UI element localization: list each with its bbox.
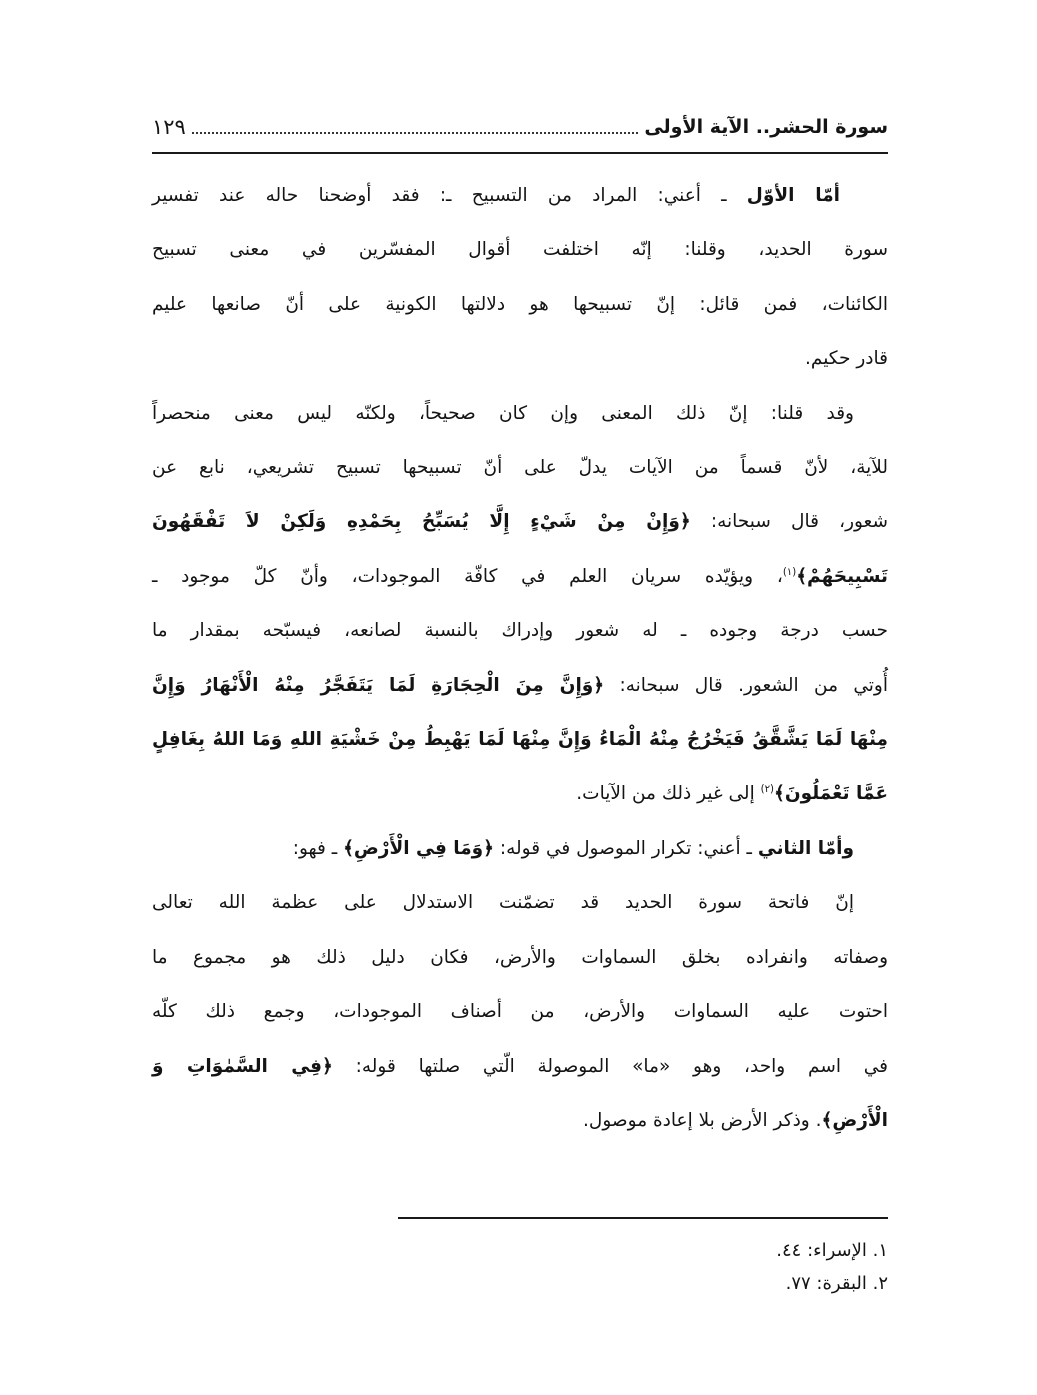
text-line: [152, 985, 888, 1039]
text-line: [152, 332, 888, 386]
body-text: ، ويؤيّده سريان العلم في كافّة الموجودات، وأنّ كلّ موجود ـ: [152, 565, 783, 587]
body-text: وقد قلنا: إنّ ذلك المعنى وإن كان صحيحاً، ولكنّه ليس معنى منحصراً: [152, 402, 854, 424]
running-title: سورة الحشر.. الآية الأولى: [644, 116, 888, 138]
text-line: [152, 223, 888, 277]
quran-quote: مِنْهَا لَمَا يَشَّقَّقُ فَيَخْرُجُ مِنْهُ الْمَاءُ وَإِنَّ مِنْهَا لَمَا يَهْبِطُ مِنْ خَشْيَةِ اللهِ وَمَا اللهُ بِغَافِلٍ: [152, 729, 888, 751]
text-line: [152, 713, 888, 767]
text-line: [152, 387, 888, 441]
paragraph: [152, 822, 888, 876]
text-line: [152, 931, 888, 985]
text-line: [152, 876, 888, 930]
quran-quote: ﴿وَمَا فِي الْأَرْضِ﴾: [343, 837, 495, 859]
body-text: حسب درجة وجوده ـ له شعور وإدراك بالنسبة لصانعه، فيسبّحه بمقدار ما: [152, 620, 888, 642]
body-text: ـ أعني: تكرار الموصول في قوله:: [494, 837, 758, 859]
text-line: [152, 659, 888, 713]
page-number: ١٢٩: [152, 115, 186, 139]
body-text: سورة الحديد، وقلنا: إنّه اختلفت أقوال المفسّرين في معنى تسبيح: [152, 239, 888, 261]
quran-quote: عَمَّا تَعْمَلُونَ﴾: [774, 783, 888, 805]
body-text: إلى غير ذلك من الآيات.: [576, 783, 761, 805]
text-line: [152, 495, 888, 549]
main-text: [152, 169, 888, 1148]
body-text: للآية، لأنّ قسماً من الآيات يدلّ على أنّ تسبيحها تسبيح تشريعي، نابع عن: [152, 457, 888, 479]
text-line: [152, 1094, 888, 1148]
footnote-rule: [398, 1217, 888, 1219]
body-text: الكائنات، فمن قائل: إنّ تسبيحها هو دلالتها الكونية على أنّ صانعها عليم: [152, 293, 888, 315]
quran-quote: تَسْبِيحَهُمْ﴾: [796, 565, 888, 587]
footnote-marker: (٢): [760, 784, 774, 796]
text-line: [152, 550, 888, 604]
text-line: [152, 604, 888, 658]
body-text: ـ أعني: المراد من التسبيح ـ: فقد أوضحنا حاله عند تفسير: [152, 185, 747, 206]
page-header: [152, 106, 888, 142]
body-text: قادر حكيم.: [805, 348, 888, 370]
text-line: [152, 1040, 888, 1094]
text-line: [152, 278, 888, 332]
quran-quote: الْأَرْضِ﴾: [821, 1109, 888, 1131]
footnote-2: ٢. البقرة: ٧٧.: [785, 1273, 888, 1294]
quran-quote: ﴿وَإِنْ مِنْ شَيْءٍ إِلَّا يُسَبِّحُ بِحَمْدِهِ وَلَكِنْ لاَ تَفْقَهُونَ: [152, 511, 691, 533]
footnotes: [152, 1234, 888, 1300]
footnote-marker: (١): [782, 566, 797, 578]
text-line: [152, 822, 888, 876]
quran-quote: ﴿وَإِنَّ مِنَ الْحِجَارَةِ لَمَا يَتَفَجَّرُ مِنْهُ الْأَنْهَارُ وَإِنَّ: [152, 674, 605, 696]
body-text: ـ فهو:: [292, 837, 344, 859]
body-text: احتوت عليه السماوات والأرض، من أصناف الموجودات، وجمع ذلك كلّه: [152, 1001, 888, 1023]
text-line: [152, 441, 888, 495]
text-line: [152, 767, 888, 821]
body-text: أُوتي من الشعور. قال سبحانه:: [604, 674, 889, 696]
text-line: [152, 169, 888, 223]
paragraph: [152, 387, 888, 822]
footnote-1: ١. الإسراء: ٤٤.: [776, 1240, 888, 1261]
header-rule: [152, 152, 888, 154]
dotted-leader: [192, 132, 638, 134]
quran-quote: ﴿فِي السَّمٰوَاتِ وَ: [152, 1055, 333, 1077]
bold-lead-phrase: أمّا الأوّل: [746, 185, 840, 206]
bold-lead-phrase: وأمّا الثاني: [757, 837, 854, 859]
body-text: إنّ فاتحة سورة الحديد قد تضمّنت الاستدلال على عظمة الله تعالى: [152, 892, 854, 914]
body-text: وصفاته وانفراده بخلق السماوات والأرض، فكان دليل ذلك هو مجموع ما: [152, 946, 888, 968]
body-text: . وذكر الأرض بلا إعادة موصول.: [583, 1109, 822, 1131]
body-text: في اسم واحد، وهو «ما» الموصولة الّتي صلتها قوله:: [332, 1055, 888, 1077]
paragraph: [152, 876, 888, 1148]
body-text: شعور، قال سبحانه:: [690, 511, 888, 533]
paragraph: [152, 169, 888, 387]
